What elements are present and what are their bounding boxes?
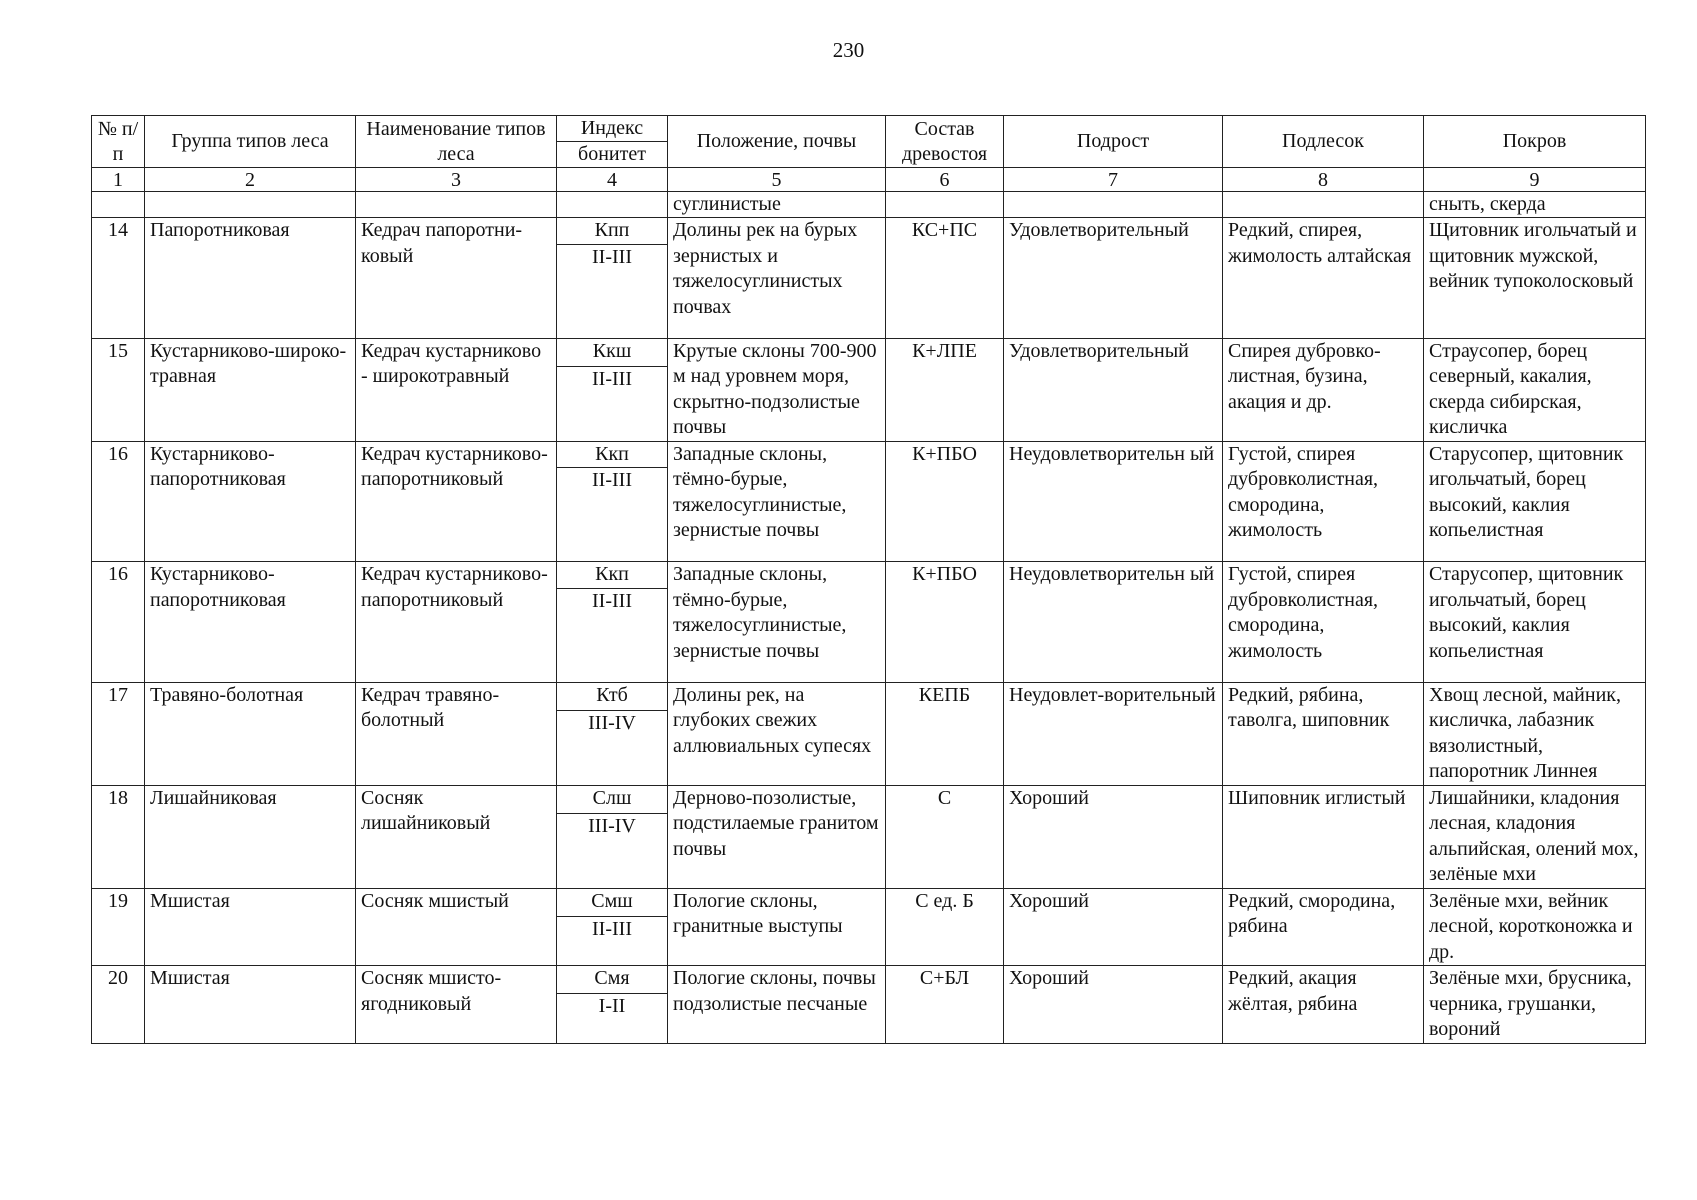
column-number: 9 [1424,168,1646,192]
cell-composition: С ед. Б [886,888,1004,966]
cell-empty [145,192,356,218]
continuation-row [92,192,1646,218]
cell-group: Мшистая [145,888,356,966]
cell-composition: С+БЛ [886,966,1004,1044]
cell-position: Пологие склоны, почвы подзолистые песчаные [668,966,886,1044]
cell-position: суглинистые [668,192,886,218]
cell-name: Кедрач кустарниково-папоротниковый [356,441,557,562]
cell-num: 19 [92,888,145,966]
cell-num: 16 [92,562,145,683]
cell-bonitet: II-III [557,588,668,682]
column-number: 3 [356,168,557,192]
header-cover: Покров [1424,116,1646,168]
header-undergrowth: Подрост [1004,116,1223,168]
column-number: 1 [92,168,145,192]
cell-empty [886,192,1004,218]
cell-undergrowth: Хороший [1004,966,1223,1044]
cell-index: Ккп [557,562,668,589]
cell-index: Смя [557,966,668,994]
cell-shrubs: Редкий, смородина, рябина [1223,888,1424,966]
table-row [92,338,1646,366]
cell-position: Пологие склоны, гранитные выступы [668,888,886,966]
cell-index: Ктб [557,682,668,710]
cell-group: Мшистая [145,966,356,1044]
cell-undergrowth: Удовлетворительный [1004,338,1223,441]
header-bonitet: бонитет [557,142,668,168]
cell-group: Лишайниковая [145,785,356,888]
cell-undergrowth: Неудовлетворительн ый [1004,562,1223,683]
cell-composition: К+ЛПЕ [886,338,1004,441]
cell-shrubs: Редкий, акация жёлтая, рябина [1223,966,1424,1044]
column-numbers-row [92,168,1646,192]
cell-undergrowth: Неудовлет-ворительный [1004,682,1223,785]
cell-undergrowth: Удовлетворительный [1004,218,1223,339]
cell-name: Сосняк лишайниковый [356,785,557,888]
cell-composition: К+ПБО [886,562,1004,683]
cell-index: Ккп [557,441,668,468]
cell-undergrowth: Хороший [1004,888,1223,966]
cell-cover: Старусопер, щитовник игольчатый, борец высокий, каклия копьелистная [1424,562,1646,683]
cell-name: Кедрач папоротни-ковый [356,218,557,339]
cell-composition: КС+ПС [886,218,1004,339]
cell-index: Кпп [557,218,668,245]
cell-index: Ккш [557,338,668,366]
page-number: 230 [832,38,865,62]
cell-shrubs: Спирея дубровко-листная, бузина, акация и др. [1223,338,1424,441]
table-row [92,218,1646,245]
cell-composition: С [886,785,1004,888]
column-number: 2 [145,168,356,192]
cell-cover: Хвощ лесной, майник, кисличка, лабазник вязолистный, папоротник Линнея [1424,682,1646,785]
cell-shrubs: Густой, спирея дубровколистная, смородина, жимолость [1223,562,1424,683]
cell-position: Долины рек на бурых зернистых и тяжелосуглинистых почвах [668,218,886,339]
cell-cover: Щитовник игольчатый и щитовник мужской, вейник тупоколосковый [1424,218,1646,339]
cell-num: 20 [92,966,145,1044]
table-row [92,966,1646,994]
cell-undergrowth: Неудовлетворительн ый [1004,441,1223,562]
cell-shrubs: Редкий, спирея, жимолость алтайская [1223,218,1424,339]
table-row [92,785,1646,813]
cell-num: 17 [92,682,145,785]
cell-cover: Зелёные мхи, брусника, черника, грушанки, вороний [1424,966,1646,1044]
cell-bonitet: II-III [557,468,668,562]
cell-position: Западные склоны, тёмно-бурые, тяжелосуглинистые, зернистые почвы [668,562,886,683]
cell-bonitet: II-III [557,916,668,965]
column-number: 5 [668,168,886,192]
cell-index: Смш [557,888,668,916]
cell-index: Слш [557,785,668,813]
table-row [92,562,1646,589]
cell-cover: Лишайники, кладония лесная, кладония альпийская, олений мох, зелёные мхи [1424,785,1646,888]
cell-num: 16 [92,441,145,562]
cell-name: Сосняк мшисто-ягодниковый [356,966,557,1044]
cell-cover: Зелёные мхи, вейник лесной, коротконожка и др. [1424,888,1646,966]
column-number: 6 [886,168,1004,192]
cell-empty [356,192,557,218]
cell-position: Западные склоны, тёмно-бурые, тяжелосуглинистые, зернистые почвы [668,441,886,562]
table-row [92,888,1646,916]
column-number: 7 [1004,168,1223,192]
column-number: 4 [557,168,668,192]
cell-empty [92,192,145,218]
table-header [92,116,1646,192]
cell-composition: КЕПБ [886,682,1004,785]
cell-composition: К+ПБО [886,441,1004,562]
header-num: № п/п [92,116,145,168]
cell-cover: Страусопер, борец северный, какалия, скерда сибирская, кисличка [1424,338,1646,441]
cell-name: Сосняк мшистый [356,888,557,966]
cell-empty [1223,192,1424,218]
cell-bonitet: II-III [557,244,668,338]
cell-shrubs: Редкий, рябина, таволга, шиповник [1223,682,1424,785]
header-composition: Состав древостоя [886,116,1004,168]
cell-empty [557,192,668,218]
cell-name: Кедрач травяно-болотный [356,682,557,785]
cell-num: 14 [92,218,145,339]
cell-group: Папоротниковая [145,218,356,339]
cell-empty [1004,192,1223,218]
cell-num: 18 [92,785,145,888]
header-position: Положение, почвы [668,116,886,168]
cell-group: Кустарниково-папоротниковая [145,562,356,683]
cell-bonitet: III-IV [557,813,668,888]
cell-position: Крутые склоны 700-900 м над уровнем моря, скрытно-подзолистые почвы [668,338,886,441]
cell-group: Кустарниково-папоротниковая [145,441,356,562]
header-name: Наименование типов леса [356,116,557,168]
cell-bonitet: I-II [557,994,668,1043]
cell-group: Кустарниково-широко-травная [145,338,356,441]
header-group: Группа типов леса [145,116,356,168]
cell-shrubs: Густой, спирея дубровколистная, смородина, жимолость [1223,441,1424,562]
cell-cover: сныть, скерда [1424,192,1646,218]
cell-cover: Старусопер, щитовник игольчатый, борец высокий, каклия копьелистная [1424,441,1646,562]
cell-name: Кедрач кустарниково - широкотравный [356,338,557,441]
cell-position: Долины рек, на глубоких свежих аллювиальных супесях [668,682,886,785]
cell-position: Дерново-позолистые, подстилаемые гранитом почвы [668,785,886,888]
header-shrubs: Подлесок [1223,116,1424,168]
cell-name: Кедрач кустарниково-папоротниковый [356,562,557,683]
header-index: Индекс [557,116,668,142]
column-number: 8 [1223,168,1424,192]
cell-bonitet: III-IV [557,710,668,785]
table-body [92,192,1646,1044]
forest-types-table [91,115,1646,1044]
table-row [92,682,1646,710]
cell-num: 15 [92,338,145,441]
cell-undergrowth: Хороший [1004,785,1223,888]
cell-bonitet: II-III [557,366,668,441]
table-row [92,441,1646,468]
cell-shrubs: Шиповник иглистый [1223,785,1424,888]
cell-group: Травяно-болотная [145,682,356,785]
